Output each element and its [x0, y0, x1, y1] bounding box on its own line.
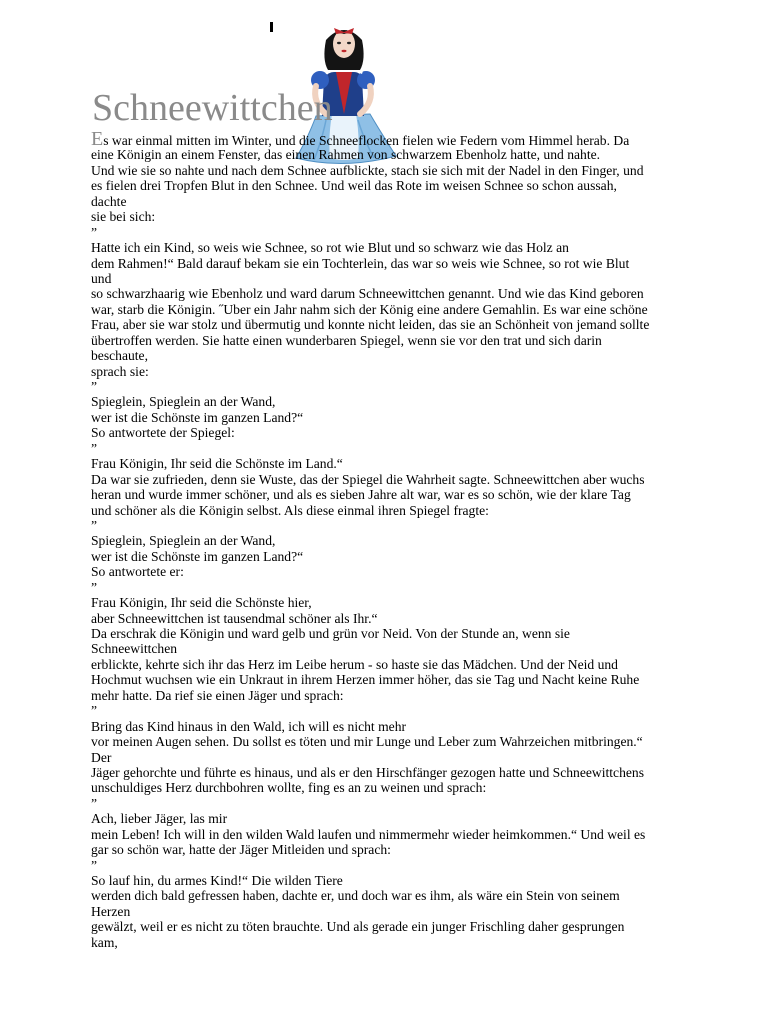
document-title: Schneewittchen: [92, 87, 333, 129]
story-line: Spieglein, Spieglein an der Wand,: [91, 394, 276, 410]
story-line: Schneewittchen: [91, 641, 178, 657]
story-line: Frau Königin, Ihr seid die Schönste im Land.“: [91, 456, 343, 472]
story-line: übertroffen werden. Sie hatte einen wunderbaren Spiegel, wenn sie vor den trat und sich darin: [91, 332, 602, 348]
story-line: Frau, aber sie war stolz und übermutig und konnte nicht leiden, das sie an Schönheit von jemand sollte: [91, 317, 650, 333]
story-line: Da erschrak die Königin und ward gelb und grün vor Neid. Von der Stunde an, wenn sie: [91, 626, 570, 641]
story-line: dachte: [91, 193, 127, 209]
story-line: So antwortete der Spiegel:: [91, 425, 235, 441]
story-line: und: [91, 270, 112, 286]
story-line: ”: [91, 857, 98, 873]
story-line: Ach, lieber Jäger, las mir: [91, 811, 228, 827]
story-line: Bring das Kind hinaus in den Wald, ich will es nicht mehr: [91, 718, 407, 734]
story-line: aber Schneewittchen ist tausendmal schöner als Ihr.“: [91, 610, 378, 626]
story-line: und schöner als die Königin selbst. Als diese einmal ihren Spiegel fragte:: [91, 502, 489, 518]
story-line: dem Rahmen!“ Bald darauf bekam sie ein Tochterlein, das war so weis wie Schnee, so rot wie Blut: [91, 255, 630, 271]
story-line: ”: [91, 379, 98, 394]
story-line: sprach sie:: [91, 363, 149, 379]
story-line: ”: [91, 579, 98, 595]
story-line: so schwarzhaarig wie Ebenholz und ward darum Schneewittchen genannt. Und wie das Kind geboren: [91, 286, 644, 302]
story-line: gar so schön war, hatte der Jäger Mitleiden und sprach:: [91, 842, 391, 858]
story-line: mein Leben! Ich will in den wilden Wald laufen und nimmermehr wieder heimkommen.“ Und weil es: [91, 826, 646, 842]
story-line: es fielen drei Tropfen Blut in den Schnee. Und weil das Rote im weisen Schnee so schon aussah,: [91, 178, 617, 194]
story-line: vor meinen Augen sehen. Du sollst es töten und mir Lunge und Leber zum Wahrzeichen mitbringen.“: [91, 734, 643, 750]
story-line: Jäger gehorchte und führte es hinaus, und als er den Hirschfänger gezogen hatte und Schneewittchens: [91, 764, 644, 780]
story-line: gewälzt, weil er es nicht zu töten brauchte. Und als gerade ein junger Frischling daher gesprungen: [91, 919, 625, 935]
story-line: Der: [91, 749, 112, 765]
story-line: heran und wurde immer schöner, und als es sieben Jahre alt war, war es so schön, wie der klare Tag: [91, 487, 631, 503]
story-line: war, starb die Königin. ˝Uber ein Jahr nahm sich der König eine andere Gemahlin. Es war eine schöne: [91, 301, 648, 317]
story-first-line: [91, 128, 691, 150]
story-line: mehr hatte. Da rief sie einen Jäger und sprach:: [91, 687, 344, 703]
story-line: wer ist die Schönste im ganzen Land?“: [91, 409, 304, 425]
story-line: Herzen: [91, 903, 131, 919]
story-line: Hatte ich ein Kind, so weis wie Schnee, so rot wie Blut und so schwarz wie das Holz an: [91, 240, 569, 256]
drop-cap: E: [91, 128, 104, 150]
story-line: So antwortete er:: [91, 564, 184, 580]
story-line: werden dich bald gefressen haben, dachte er, und doch war es ihm, als wäre ein Stein von seinem: [91, 888, 620, 904]
story-line: wer ist die Schönste im ganzen Land?“: [91, 548, 304, 564]
story-line: Und wie sie so nahte und nach dem Schnee aufblickte, stach sie sich mit der Nadel in den Finger, und: [91, 162, 644, 178]
story-line: ”: [91, 224, 98, 240]
story-line: erblickte, kehrte sich ihr das Herz im Leibe herum - so haste sie das Mädchen. Und der Neid und: [91, 656, 618, 672]
story-line: unschuldiges Herz durchbohren wollte, fing es an zu weinen und sprach:: [91, 780, 487, 796]
story-line: ”: [91, 440, 98, 456]
story-text: [91, 128, 691, 950]
story-line: So lauf hin, du armes Kind!“ Die wilden Tiere: [91, 873, 343, 888]
story-line: ”: [91, 703, 98, 719]
story-line: Da war sie zufrieden, denn sie Wuste, das der Spiegel die Wahrheit sagte. Schneewittchen aber wuchs: [91, 471, 645, 487]
story-line: kam,: [91, 934, 118, 950]
story-line: sie bei sich:: [91, 209, 156, 225]
story-line: Frau Königin, Ihr seid die Schönste hier,: [91, 595, 312, 611]
first-line-text: s war einmal mitten im Winter, und die Schneeflocken fielen wie Federn vom Himmel herab. Da: [103, 133, 630, 148]
story-line: eine Königin an einem Fenster, das einen Rahmen von schwarzem Ebenholz hatte, und nahte.: [91, 147, 601, 163]
story-line: Hochmut wuchsen wie ein Unkraut in ihrem Herzen immer höher, das sie Tag und Nacht keine Ruhe: [91, 672, 640, 688]
story-line: beschaute,: [91, 348, 148, 364]
story-line: Spieglein, Spieglein an der Wand,: [91, 533, 276, 549]
story-line: ”: [91, 795, 98, 811]
story-line: ”: [91, 517, 98, 533]
